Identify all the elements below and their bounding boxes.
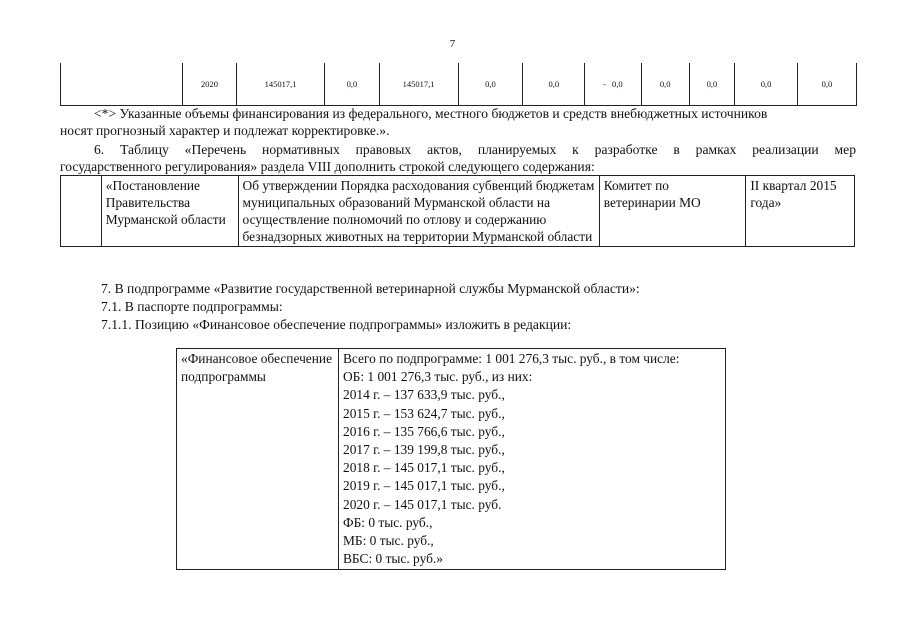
acts-table <box>60 175 855 247</box>
table-cell: 0,0 <box>797 63 856 106</box>
item-6-line-1: 6. Таблицу «Перечень нормативных правовых актов, планируемых к разработке в рамках реализации мер <box>94 142 856 157</box>
item-6-line-2: государственного регулирования» раздела VIII дополнить строкой следующего содержания: <box>60 159 595 174</box>
table-cell: 0,0 <box>325 63 379 106</box>
table-cell-value: 0,0 <box>611 79 623 89</box>
table-cell: 0,0 <box>735 63 798 106</box>
finance-line: 2017 г. – 139 199,8 тыс. руб., <box>343 442 505 458</box>
table-cell: 0,0 <box>641 63 689 106</box>
funding-table-row <box>60 63 857 106</box>
finance-line: 2018 г. – 145 017,1 тыс. руб., <box>343 460 505 476</box>
responsible-cell: Комитет по ветеринарии МО <box>599 176 746 247</box>
finance-line: 2016 г. – 135 766,6 тыс. руб., <box>343 423 505 439</box>
table-cell: 0,0 <box>523 63 585 106</box>
table-cell-empty <box>61 63 183 106</box>
item-7-1-1: 7.1.1. Позицию «Финансовое обеспечение подпрограммы» изложить в редакции: <box>101 317 572 332</box>
table-row <box>61 63 857 106</box>
finance-line: 2014 г. – 137 633,9 тыс. руб., <box>343 387 505 403</box>
footnote-line-1: <*> Указанные объемы финансирования из федерального, местного бюджетов и средств внебюджетных источников <box>94 106 768 121</box>
finance-line: ОБ: 1 001 276,3 тыс. руб., из них: <box>343 369 533 385</box>
table-row <box>61 176 855 247</box>
item-7-1: 7.1. В паспорте подпрограммы: <box>101 299 283 314</box>
table-cell: 0,0 <box>689 63 734 106</box>
finance-line: 2020 г. – 145 017,1 тыс. руб. <box>343 496 502 512</box>
footnote-line-2: носят прогнозный характер и подлежат корректировке.». <box>60 123 390 138</box>
deadline-cell: II квартал 2015 года» <box>746 176 855 247</box>
finance-line: МБ: 0 тыс. руб., <box>343 533 434 549</box>
finance-line: Всего по подпрограмме: 1 001 276,3 тыс. руб., в том числе: <box>343 351 680 366</box>
finance-line: 2019 г. – 145 017,1 тыс. руб., <box>343 478 505 494</box>
item-7: 7. В подпрограмме «Развитие государственной ветеринарной службы Мурманской области»: <box>101 281 640 296</box>
finance-table <box>176 348 726 570</box>
finance-line: ФБ: 0 тыс. руб., <box>343 514 433 530</box>
finance-line: 2015 г. – 153 624,7 тыс. руб., <box>343 405 505 421</box>
finance-label-cell: «Финансовое обеспечение подпрограммы <box>177 349 339 570</box>
finance-line: ВБС: 0 тыс. руб.» <box>343 551 443 567</box>
table-row <box>177 349 726 570</box>
table-cell: 0,0 <box>458 63 523 106</box>
table-cell: 2020 <box>183 63 236 106</box>
table-cell: 145017,1 <box>379 63 458 106</box>
table-cell: 145017,1 <box>236 63 325 106</box>
page-number: 7 <box>449 38 456 50</box>
act-title-cell: Об утверждении Порядка расходования субвенций бюджетам муниципальных образований Мурманской области на осуществление полномочий по отлову и содержанию безнадзорных животных на территории Мурманской области <box>238 176 599 247</box>
table-cell-empty <box>61 176 102 247</box>
act-type-cell: «Постановление Правительства Мурманской области <box>101 176 238 247</box>
dash-mark: - <box>603 80 606 89</box>
finance-values-cell <box>339 349 726 570</box>
table-cell <box>585 63 641 106</box>
